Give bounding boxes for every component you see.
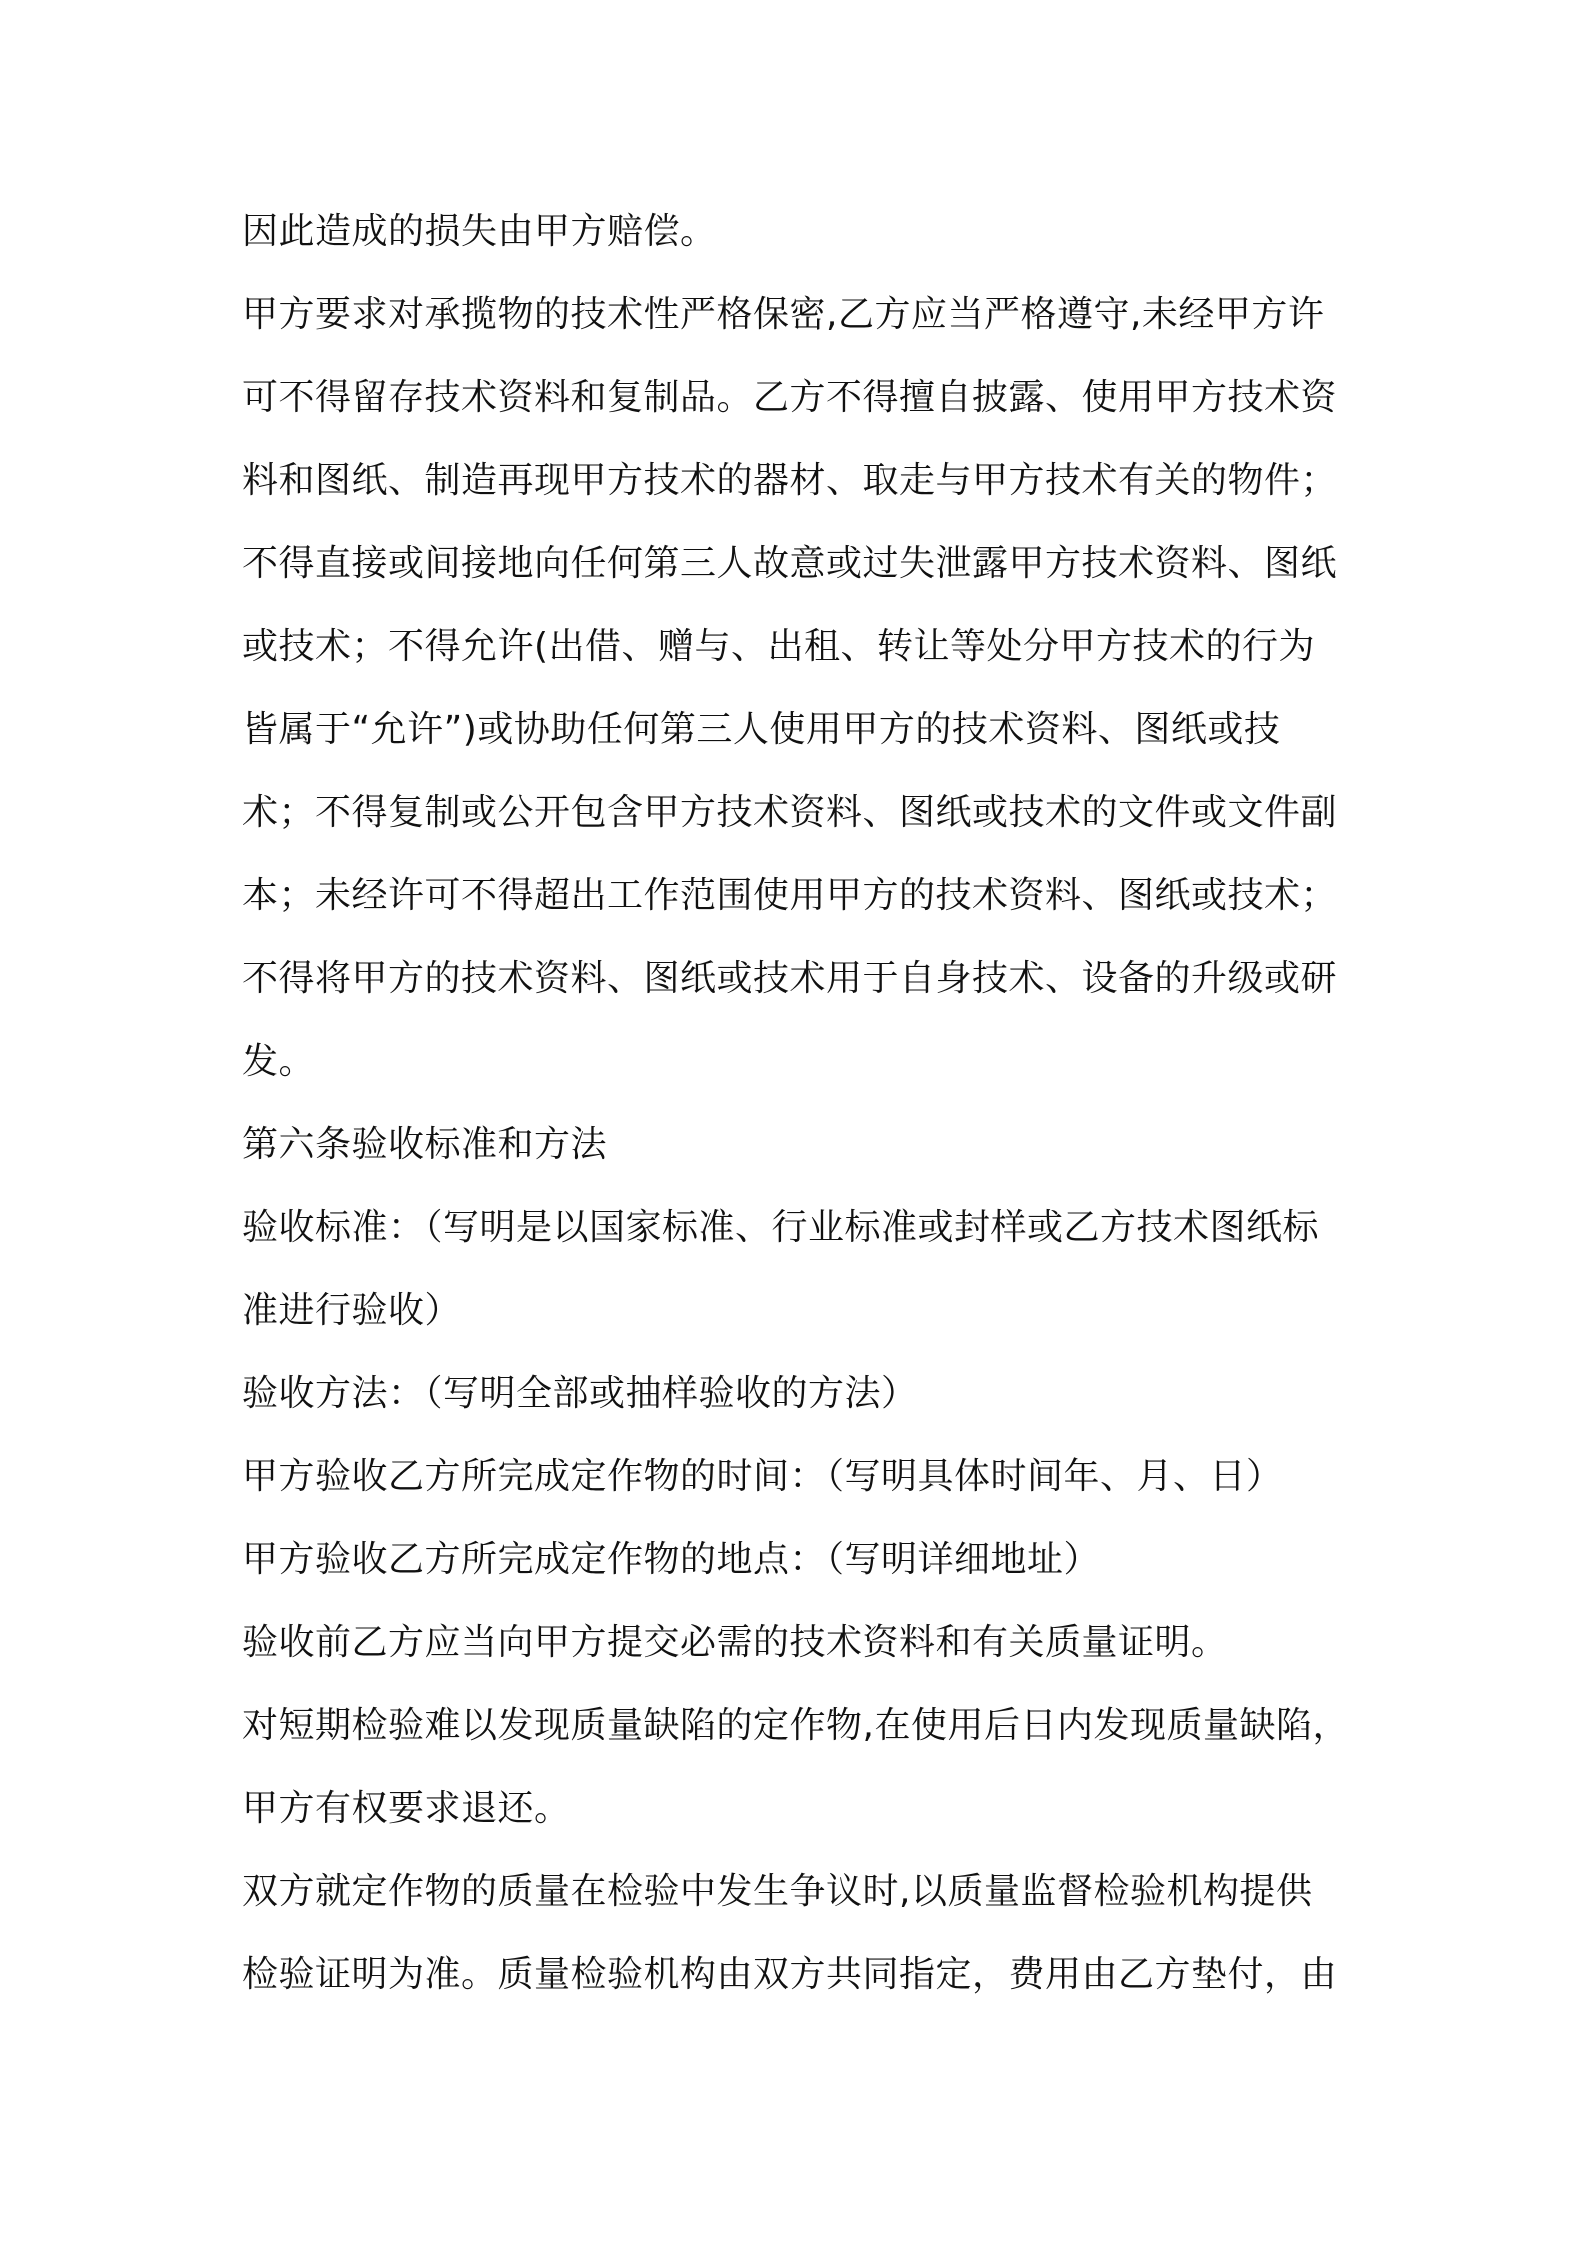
text-line: 甲方有权要求退还。 <box>242 1788 571 1829</box>
text-line: 对短期检验难以发现质量缺陷的定作物,在使用后日内发现质量缺陷， <box>242 1705 1349 1746</box>
text-line: 不得直接或间接地向任何第三人故意或过失泄露甲方技术资料、图纸 <box>242 543 1338 584</box>
text-line: 甲方验收乙方所完成定作物的时间：（写明具体时间年、月、日） <box>242 1456 1283 1497</box>
text-line: 皆属于“允许”)或协助任何第三人使用甲方的技术资料、图纸或技 <box>242 709 1281 750</box>
text-line: 不得将甲方的技术资料、图纸或技术用于自身技术、设备的升级或研 <box>242 958 1338 999</box>
text-line: 料和图纸、制造再现甲方技术的器材、取走与甲方技术有关的物件； <box>242 460 1338 501</box>
text-line: 双方就定作物的质量在检验中发生争议时,以质量监督检验机构提供 <box>242 1871 1313 1912</box>
text-line: 或技术；不得允许(出借、赠与、出租、转让等处分甲方技术的行为 <box>242 626 1316 667</box>
text-line: 甲方要求对承揽物的技术性严格保密,乙方应当严格遵守,未经甲方许 <box>242 294 1325 335</box>
text-line: 验收标准：（写明是以国家标准、行业标准或封样或乙方技术图纸标 <box>242 1207 1320 1248</box>
text-line: 检验证明为准。质量检验机构由双方共同指定，费用由乙方垫付，由 <box>242 1954 1338 1995</box>
text-line: 验收前乙方应当向甲方提交必需的技术资料和有关质量证明。 <box>242 1622 1228 1663</box>
text-line: 验收方法：（写明全部或抽样验收的方法） <box>242 1373 918 1414</box>
text-line: 甲方验收乙方所完成定作物的地点：（写明详细地址） <box>242 1539 1101 1580</box>
document-body <box>242 190 1362 2016</box>
text-line: 发。 <box>242 1041 316 1082</box>
text-line: 因此造成的损失由甲方赔偿。 <box>242 211 717 252</box>
text-line: 可不得留存技术资料和复制品。乙方不得擅自披露、使用甲方技术资 <box>242 377 1338 418</box>
text-line: 术；不得复制或公开包含甲方技术资料、图纸或技术的文件或文件副 <box>242 792 1338 833</box>
text-line: 准进行验收） <box>242 1290 462 1331</box>
text-line: 本；未经许可不得超出工作范围使用甲方的技术资料、图纸或技术； <box>242 875 1338 916</box>
section-heading: 第六条验收标准和方法 <box>242 1124 608 1165</box>
